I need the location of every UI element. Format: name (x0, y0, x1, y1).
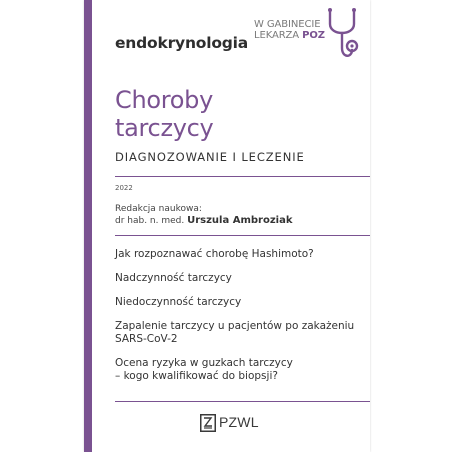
badge-line-1: W GABINECIE (254, 19, 321, 30)
topic-line: Jak rozpoznawać chorobę Hashimoto? (115, 248, 314, 260)
editor-name: Urszula Ambroziak (187, 215, 293, 226)
editor-credentials: dr hab. n. med. (115, 216, 185, 226)
divider-middle (115, 235, 370, 236)
topic-item (115, 296, 365, 309)
book-cover (84, 0, 370, 452)
topic-line: SARS-CoV-2 (115, 333, 178, 345)
book-title (115, 86, 213, 142)
series-badge (254, 10, 364, 70)
topic-line: Ocena ryzyka w guzkach tarczycy (115, 357, 293, 369)
cover-spine-stripe (84, 0, 92, 452)
publisher-name: PZWL (219, 414, 259, 430)
topic-line: – kogo kwalifikować do biopsji? (115, 370, 278, 382)
title-line-2: tarczycy (115, 114, 214, 142)
topic-line: Niedoczynność tarczycy (115, 296, 242, 308)
editor-block (115, 204, 292, 227)
badge-line-2 (254, 30, 325, 41)
topic-item (115, 357, 365, 383)
series-name: endokrynologia (115, 34, 249, 52)
topic-item (115, 248, 365, 261)
book-subtitle: DIAGNOZOWANIE I LECZENIE (115, 150, 305, 164)
editor-label: Redakcja naukowa: (115, 204, 202, 214)
publisher-logo (200, 413, 260, 433)
editor-line (115, 215, 292, 227)
topic-item (115, 320, 365, 346)
divider-bottom (115, 401, 370, 402)
topic-line: Nadczynność tarczycy (115, 272, 232, 284)
pzwl-logo-icon (200, 414, 216, 432)
badge-line-2-prefix: LEKARZA (254, 30, 300, 41)
topic-list (115, 248, 365, 394)
topic-line: Zapalenie tarczycy u pacjentów po zakażeniu (115, 320, 355, 332)
stethoscope-icon (324, 8, 368, 70)
publication-year: 2022 (115, 184, 133, 192)
topic-item (115, 272, 365, 285)
badge-line-2-bold: POZ (302, 30, 325, 41)
divider-top (115, 176, 370, 177)
title-line-1: Choroby (115, 86, 214, 114)
